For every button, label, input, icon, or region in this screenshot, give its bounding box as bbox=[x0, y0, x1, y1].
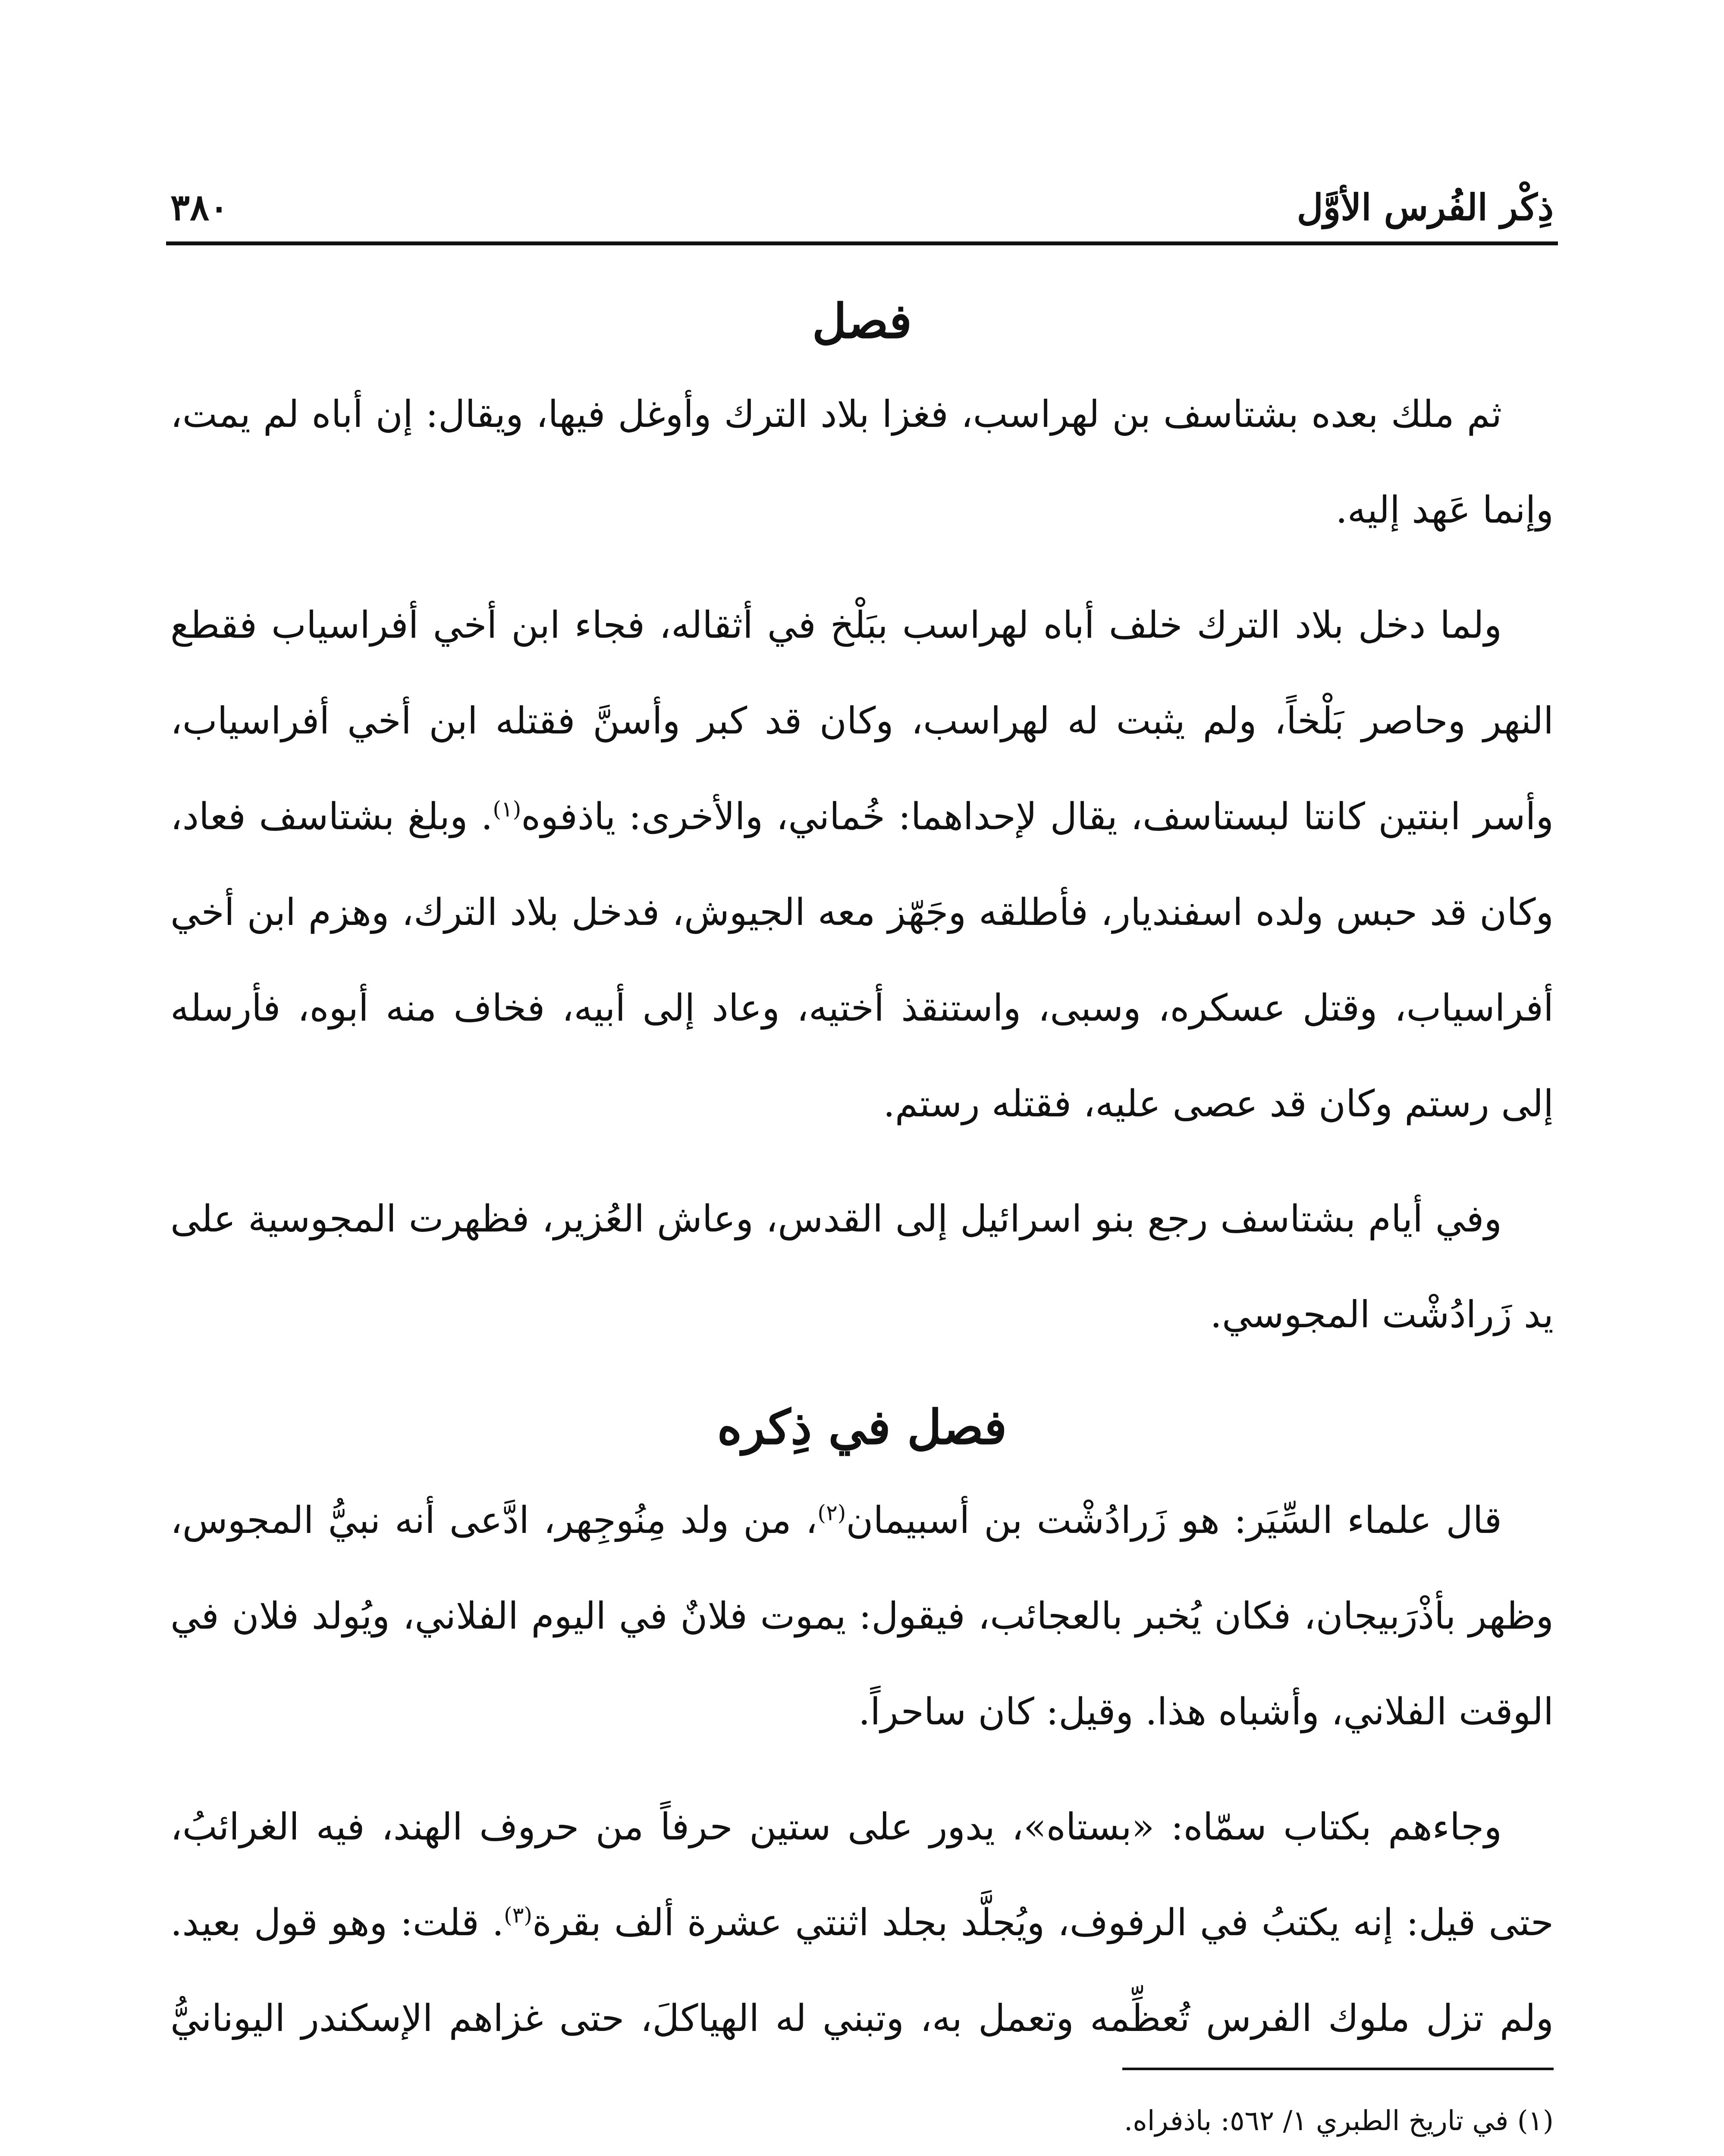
footnote-ref-1: (١) bbox=[493, 796, 521, 822]
paragraph-5-end: . قلت: وهو قول بعيد. ولم تزل ملوك الفرس تُعظِّمه وتعمل به، وتبني له الهياكلَ، حتى غزاهم الإسكندر اليونانيُّ bbox=[170, 1901, 1554, 2040]
paragraph-1: ثم ملك بعده بشتاسف بن لهراسب، فغزا بلاد الترك وأوغل فيها، ويقال: إن أباه لم يمت، وإنما عَهد إليه. bbox=[170, 393, 1554, 532]
section-heading-1: فصل bbox=[812, 293, 912, 349]
footnote-ref-3: (٣) bbox=[504, 1902, 532, 1928]
footnotes bbox=[170, 2091, 1554, 2156]
paragraph-5-start: وجاءهم بكتاب سمّاه: «بستاه»، يدور على ستين حرفاً من حروف الهند، فيه الغرائبُ، حتى قيل: إنه يكتبُ في الرفوف، ويُجلَّد بجلد اثنتي عشرة ألف بقرة bbox=[170, 1805, 1554, 1944]
footnote-ref-2: (٢) bbox=[817, 1500, 846, 1526]
section-heading-2: فصل في ذِكره bbox=[717, 1399, 1007, 1455]
paragraph-3: وفي أيام بشتاسف رجع بنو اسرائيل إلى القدس، وعاش العُزير، فظهرت المجوسية على يد زَرادُشْت المجوسي. bbox=[170, 1197, 1554, 1336]
page-header bbox=[170, 142, 1554, 229]
running-title: ذِكْر الفُرس الأوَّل bbox=[1297, 186, 1554, 229]
paragraph-4-end: ، من ولد مِنُوجِهر، ادَّعى أنه نبيُّ المجوس، وظهر بأذْرَبيجان، فكان يُخبر بالعجائب، فيقول: يموت فلانٌ في اليوم الفلاني، ويُولد فلان في الوقت الفلاني، وأشباه هذا. وقيل: كان ساحراً. bbox=[170, 1499, 1554, 1733]
paragraph-4 bbox=[170, 1473, 1554, 1760]
paragraph-2-continuation: وبلغ بشتاسف فعاد، وكان قد حبس ولده اسفنديار، فأطلقه وجَهّز معه الجيوش، فدخل بلاد الترك، وهزم ابن أخي أفراسياب، وقتل عسكره، وسبى، واستنقذ أختيه، وعاد إلى أبيه، فخاف منه أبوه، فأرسله إلى رستم وكان قد عصى عليه، فقتله رستم. bbox=[170, 795, 1554, 1125]
paragraph-2-text: ولما دخل بلاد الترك خلف أباه لهراسب ببَلْخ في أثقاله، فجاء ابن أخي أفراسياب فقطع النهر وحاصر بَلْخاً، ولم يثبت له لهراسب، وكان قد كبر وأسنَّ فقتله ابن أخي أفراسياب، وأسر ابنتين كانتا لبستاسف، يقال لإحداهما: خُماني، والأخرى: ياذفوه bbox=[170, 604, 1554, 838]
paragraph-2: ولما دخل بلاد الترك خلف أباه لهراسب ببَلْخ في أثقاله، فجاء ابن أخي أفراسياب فقطع النهر وحاصر بَلْخاً، ولم يثبت له لهراسب، وكان قد كبر وأسنَّ فقتله ابن أخي أفراسياب، وأسر ابنتين كانتا لبستاسف، يقال لإحداهما: خُماني، والأخرى: ياذفوه$^{(١)}$. وبلغ بشتاسف فعاد، وكان قد حبس ولده اسفنديار، فأطلقه وجَهّز معه الجيوش، فدخل بلاد الترك، وهزم ابن أخي أفراسياب، وقتل عسكره، وسبى، واستنقذ أختيه، وعاد إلى أبيه، فخاف منه أبوه، فأرسله إلى رستم وكان قد عصى عليه، فقتله رستم. bbox=[170, 604, 1554, 1125]
page-number: ٣٨٠ bbox=[170, 186, 229, 229]
footnote-rule bbox=[1122, 2068, 1554, 2070]
header-rule bbox=[166, 241, 1558, 245]
footnote-1: (١) في تاريخ الطبري ١/ ٥٦٢: باذفراه. bbox=[1124, 2105, 1554, 2137]
paragraph-4-start: قال علماء السِّيَر: هو زَرادُشْت بن أسبيمان bbox=[846, 1499, 1502, 1542]
main-text bbox=[170, 276, 1554, 2053]
paragraph-5 bbox=[170, 1779, 1554, 2053]
